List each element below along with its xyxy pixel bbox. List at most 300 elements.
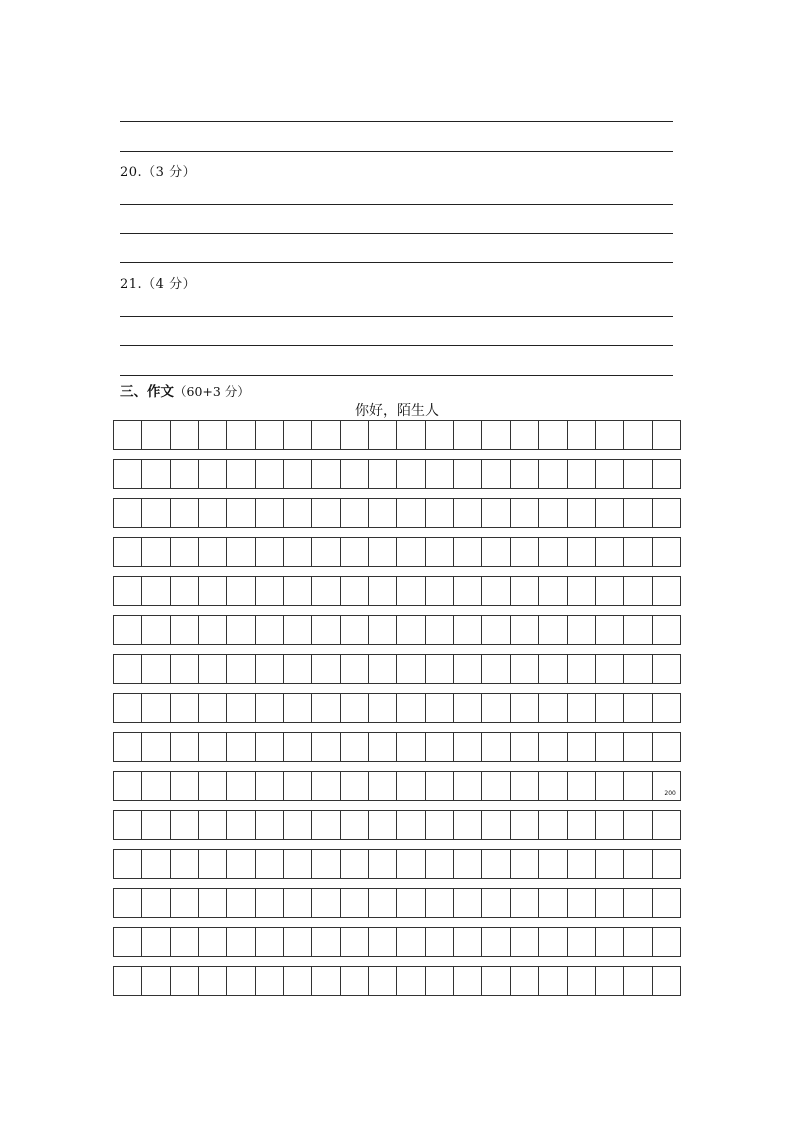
grid-cell[interactable] [482, 694, 510, 722]
grid-cell[interactable] [171, 967, 199, 995]
grid-cell[interactable] [397, 811, 425, 839]
grid-cell[interactable] [227, 460, 255, 488]
grid-cell[interactable] [227, 421, 255, 449]
grid-cell[interactable] [369, 889, 397, 917]
grid-cell[interactable] [511, 616, 539, 644]
grid-cell[interactable] [539, 616, 567, 644]
grid-cell[interactable] [624, 499, 652, 527]
grid-cell[interactable] [171, 733, 199, 761]
grid-cell[interactable] [312, 967, 340, 995]
grid-cell[interactable] [227, 616, 255, 644]
grid-cell[interactable] [256, 616, 284, 644]
grid-cell[interactable] [624, 616, 652, 644]
grid-cell[interactable] [397, 694, 425, 722]
grid-cell[interactable] [369, 421, 397, 449]
grid-cell[interactable] [397, 772, 425, 800]
grid-cell[interactable] [369, 577, 397, 605]
grid-cell[interactable] [511, 928, 539, 956]
grid-cell[interactable] [114, 811, 142, 839]
grid-cell[interactable] [114, 499, 142, 527]
grid-cell[interactable] [426, 967, 454, 995]
grid-cell[interactable] [596, 772, 624, 800]
grid-cell[interactable] [482, 850, 510, 878]
grid-cell[interactable] [426, 616, 454, 644]
grid-cell[interactable] [171, 772, 199, 800]
grid-cell[interactable] [142, 811, 170, 839]
grid-cell[interactable] [454, 733, 482, 761]
grid-cell[interactable] [653, 811, 680, 839]
grid-cell[interactable] [114, 694, 142, 722]
grid-cell[interactable] [369, 616, 397, 644]
grid-cell[interactable] [454, 655, 482, 683]
grid-cell[interactable] [568, 499, 596, 527]
grid-cell[interactable] [199, 499, 227, 527]
grid-cell[interactable] [426, 499, 454, 527]
grid-cell[interactable] [284, 850, 312, 878]
grid-cell[interactable] [426, 928, 454, 956]
grid-cell[interactable] [539, 967, 567, 995]
grid-cell[interactable] [227, 655, 255, 683]
grid-cell[interactable] [227, 967, 255, 995]
grid-cell[interactable] [653, 538, 680, 566]
grid-cell[interactable] [454, 499, 482, 527]
grid-cell[interactable] [539, 694, 567, 722]
grid-cell[interactable] [596, 655, 624, 683]
grid-cell[interactable] [199, 538, 227, 566]
grid-cell[interactable] [397, 889, 425, 917]
grid-cell[interactable] [539, 889, 567, 917]
grid-cell[interactable] [256, 538, 284, 566]
grid-cell[interactable] [596, 460, 624, 488]
grid-cell[interactable] [284, 967, 312, 995]
grid-cell[interactable] [227, 889, 255, 917]
grid-cell[interactable] [653, 850, 680, 878]
grid-cell[interactable] [256, 655, 284, 683]
grid-cell[interactable] [312, 499, 340, 527]
grid-cell[interactable] [426, 460, 454, 488]
grid-cell[interactable] [341, 577, 369, 605]
grid-cell[interactable] [312, 694, 340, 722]
grid-cell[interactable] [511, 460, 539, 488]
grid-cell[interactable] [624, 421, 652, 449]
grid-cell[interactable] [482, 577, 510, 605]
grid-cell[interactable] [511, 421, 539, 449]
grid-cell[interactable] [397, 538, 425, 566]
grid-cell[interactable] [256, 889, 284, 917]
grid-cell[interactable] [454, 772, 482, 800]
grid-cell[interactable] [171, 421, 199, 449]
grid-cell[interactable] [397, 421, 425, 449]
grid-cell[interactable] [284, 655, 312, 683]
grid-cell[interactable] [397, 655, 425, 683]
grid-cell[interactable] [199, 967, 227, 995]
grid-cell[interactable] [539, 811, 567, 839]
grid-cell[interactable] [596, 850, 624, 878]
grid-cell[interactable] [511, 733, 539, 761]
grid-cell[interactable] [653, 733, 680, 761]
grid-cell[interactable] [511, 499, 539, 527]
grid-cell[interactable] [653, 694, 680, 722]
grid-cell[interactable] [341, 928, 369, 956]
grid-cell[interactable] [227, 772, 255, 800]
grid-cell[interactable] [596, 499, 624, 527]
grid-cell[interactable] [199, 616, 227, 644]
grid-cell[interactable] [341, 616, 369, 644]
grid-cell[interactable] [142, 616, 170, 644]
grid-cell[interactable] [227, 733, 255, 761]
grid-cell[interactable] [312, 460, 340, 488]
grid-cell[interactable] [369, 811, 397, 839]
grid-cell[interactable] [482, 421, 510, 449]
grid-cell[interactable] [142, 499, 170, 527]
grid-cell[interactable] [227, 811, 255, 839]
grid-cell[interactable] [568, 577, 596, 605]
grid-cell[interactable] [568, 460, 596, 488]
grid-cell[interactable] [312, 811, 340, 839]
grid-cell[interactable] [596, 421, 624, 449]
grid-cell[interactable] [568, 538, 596, 566]
grid-cell[interactable] [454, 694, 482, 722]
grid-cell[interactable] [114, 577, 142, 605]
grid-cell[interactable] [369, 538, 397, 566]
grid-cell[interactable] [624, 772, 652, 800]
grid-cell[interactable] [284, 460, 312, 488]
grid-cell[interactable] [653, 616, 680, 644]
grid-cell[interactable] [426, 577, 454, 605]
grid-cell[interactable] [596, 538, 624, 566]
grid-cell[interactable] [256, 460, 284, 488]
grid-cell[interactable] [482, 460, 510, 488]
grid-cell[interactable] [142, 538, 170, 566]
grid-cell[interactable] [624, 928, 652, 956]
grid-cell[interactable] [539, 421, 567, 449]
grid-cell[interactable] [454, 577, 482, 605]
grid-cell[interactable] [284, 538, 312, 566]
grid-cell[interactable] [256, 967, 284, 995]
grid-cell[interactable] [482, 928, 510, 956]
grid-cell[interactable] [624, 811, 652, 839]
grid-cell[interactable] [539, 460, 567, 488]
grid-cell[interactable] [171, 460, 199, 488]
grid-cell[interactable] [369, 733, 397, 761]
grid-cell[interactable] [199, 577, 227, 605]
grid-cell[interactable] [568, 694, 596, 722]
grid-cell[interactable] [397, 733, 425, 761]
grid-cell[interactable] [482, 538, 510, 566]
grid-cell[interactable] [426, 694, 454, 722]
grid-cell[interactable] [284, 928, 312, 956]
grid-cell[interactable] [114, 928, 142, 956]
grid-cell[interactable] [596, 928, 624, 956]
grid-cell[interactable] [142, 889, 170, 917]
grid-cell[interactable] [653, 889, 680, 917]
grid-cell[interactable] [568, 421, 596, 449]
grid-cell[interactable] [341, 967, 369, 995]
grid-cell[interactable] [454, 811, 482, 839]
grid-cell[interactable] [227, 538, 255, 566]
grid-cell[interactable] [142, 850, 170, 878]
grid-cell[interactable] [596, 889, 624, 917]
grid-cell[interactable] [426, 811, 454, 839]
grid-cell[interactable] [454, 460, 482, 488]
grid-cell[interactable] [568, 889, 596, 917]
grid-cell[interactable] [624, 850, 652, 878]
grid-cell[interactable] [568, 967, 596, 995]
grid-cell[interactable] [171, 616, 199, 644]
grid-cell[interactable] [568, 733, 596, 761]
grid-cell[interactable] [284, 616, 312, 644]
grid-cell[interactable] [539, 538, 567, 566]
grid-cell[interactable] [568, 928, 596, 956]
grid-cell[interactable] [114, 850, 142, 878]
grid-cell[interactable] [171, 928, 199, 956]
grid-cell[interactable] [114, 889, 142, 917]
grid-cell[interactable] [511, 967, 539, 995]
grid-cell[interactable] [171, 538, 199, 566]
grid-cell[interactable] [341, 460, 369, 488]
grid-cell[interactable] [312, 772, 340, 800]
grid-cell[interactable] [284, 733, 312, 761]
grid-cell[interactable] [256, 421, 284, 449]
grid-cell[interactable] [454, 928, 482, 956]
grid-cell[interactable] [511, 811, 539, 839]
grid-cell[interactable] [426, 850, 454, 878]
grid-cell[interactable] [653, 577, 680, 605]
grid-cell[interactable] [256, 811, 284, 839]
grid-cell[interactable] [199, 655, 227, 683]
grid-cell[interactable] [256, 928, 284, 956]
grid-cell[interactable] [539, 850, 567, 878]
grid-cell[interactable] [568, 850, 596, 878]
grid-cell[interactable] [199, 811, 227, 839]
grid-cell[interactable] [256, 850, 284, 878]
grid-cell[interactable] [312, 733, 340, 761]
grid-cell[interactable] [596, 733, 624, 761]
grid-cell[interactable] [114, 655, 142, 683]
grid-cell[interactable] [426, 889, 454, 917]
grid-cell[interactable] [568, 811, 596, 839]
grid-cell[interactable] [397, 928, 425, 956]
grid-cell[interactable] [369, 967, 397, 995]
grid-cell[interactable] [482, 889, 510, 917]
grid-cell[interactable] [624, 460, 652, 488]
grid-cell[interactable] [199, 733, 227, 761]
grid-cell[interactable] [199, 850, 227, 878]
grid-cell[interactable] [199, 928, 227, 956]
grid-cell[interactable] [312, 889, 340, 917]
grid-cell[interactable] [426, 538, 454, 566]
grid-cell[interactable] [568, 655, 596, 683]
grid-cell[interactable] [624, 889, 652, 917]
grid-cell[interactable] [142, 460, 170, 488]
grid-cell[interactable] [539, 733, 567, 761]
grid-cell[interactable] [312, 538, 340, 566]
grid-cell[interactable] [312, 655, 340, 683]
grid-cell[interactable] [114, 772, 142, 800]
grid-cell[interactable] [624, 733, 652, 761]
grid-cell[interactable] [596, 967, 624, 995]
grid-cell[interactable] [653, 499, 680, 527]
grid-cell[interactable] [539, 499, 567, 527]
grid-cell[interactable] [653, 655, 680, 683]
grid-cell[interactable] [482, 811, 510, 839]
grid-cell[interactable] [171, 811, 199, 839]
grid-cell[interactable] [369, 772, 397, 800]
grid-cell[interactable] [653, 772, 680, 800]
grid-cell[interactable] [369, 850, 397, 878]
grid-cell[interactable] [142, 577, 170, 605]
grid-cell[interactable] [312, 577, 340, 605]
grid-cell[interactable] [171, 850, 199, 878]
grid-cell[interactable] [142, 733, 170, 761]
grid-cell[interactable] [199, 889, 227, 917]
grid-cell[interactable] [284, 889, 312, 917]
grid-cell[interactable] [426, 655, 454, 683]
grid-cell[interactable] [454, 421, 482, 449]
grid-cell[interactable] [511, 772, 539, 800]
grid-cell[interactable] [539, 772, 567, 800]
grid-cell[interactable] [284, 577, 312, 605]
grid-cell[interactable] [227, 577, 255, 605]
grid-cell[interactable] [482, 967, 510, 995]
grid-cell[interactable] [341, 811, 369, 839]
grid-cell[interactable] [227, 694, 255, 722]
grid-cell[interactable] [397, 850, 425, 878]
grid-cell[interactable] [142, 655, 170, 683]
grid-cell[interactable] [284, 421, 312, 449]
grid-cell[interactable] [454, 967, 482, 995]
grid-cell[interactable] [426, 772, 454, 800]
grid-cell[interactable] [114, 733, 142, 761]
grid-cell[interactable] [653, 421, 680, 449]
grid-cell[interactable] [454, 889, 482, 917]
grid-cell[interactable] [171, 499, 199, 527]
grid-cell[interactable] [171, 655, 199, 683]
grid-cell[interactable] [624, 577, 652, 605]
grid-cell[interactable] [596, 616, 624, 644]
grid-cell[interactable] [312, 421, 340, 449]
grid-cell[interactable] [624, 655, 652, 683]
grid-cell[interactable] [511, 538, 539, 566]
grid-cell[interactable] [341, 655, 369, 683]
grid-cell[interactable] [284, 772, 312, 800]
grid-cell[interactable] [624, 694, 652, 722]
grid-cell[interactable] [511, 694, 539, 722]
grid-cell[interactable] [568, 772, 596, 800]
grid-cell[interactable] [256, 772, 284, 800]
grid-cell[interactable] [284, 694, 312, 722]
grid-cell[interactable] [256, 733, 284, 761]
grid-cell[interactable] [171, 577, 199, 605]
grid-cell[interactable] [596, 694, 624, 722]
grid-cell[interactable] [369, 655, 397, 683]
grid-cell[interactable] [369, 928, 397, 956]
grid-cell[interactable] [511, 577, 539, 605]
grid-cell[interactable] [256, 694, 284, 722]
grid-cell[interactable] [653, 967, 680, 995]
grid-cell[interactable] [596, 577, 624, 605]
grid-cell[interactable] [397, 616, 425, 644]
grid-cell[interactable] [568, 616, 596, 644]
grid-cell[interactable] [114, 967, 142, 995]
grid-cell[interactable] [284, 811, 312, 839]
grid-cell[interactable] [199, 460, 227, 488]
grid-cell[interactable] [199, 421, 227, 449]
grid-cell[interactable] [142, 772, 170, 800]
grid-cell[interactable] [341, 733, 369, 761]
grid-cell[interactable] [142, 928, 170, 956]
grid-cell[interactable] [624, 967, 652, 995]
grid-cell[interactable] [624, 538, 652, 566]
grid-cell[interactable] [482, 733, 510, 761]
grid-cell[interactable] [341, 850, 369, 878]
grid-cell[interactable] [539, 655, 567, 683]
grid-cell[interactable] [511, 889, 539, 917]
grid-cell[interactable] [482, 616, 510, 644]
grid-cell[interactable] [511, 655, 539, 683]
grid-cell[interactable] [397, 460, 425, 488]
grid-cell[interactable] [114, 538, 142, 566]
grid-cell[interactable] [227, 499, 255, 527]
grid-cell[interactable] [482, 655, 510, 683]
grid-cell[interactable] [397, 577, 425, 605]
grid-cell[interactable] [341, 538, 369, 566]
grid-cell[interactable] [199, 772, 227, 800]
grid-cell[interactable] [227, 928, 255, 956]
grid-cell[interactable] [397, 967, 425, 995]
grid-cell[interactable] [142, 421, 170, 449]
grid-cell[interactable] [341, 694, 369, 722]
grid-cell[interactable] [454, 538, 482, 566]
grid-cell[interactable] [341, 421, 369, 449]
grid-cell[interactable] [171, 889, 199, 917]
grid-cell[interactable] [256, 577, 284, 605]
grid-cell[interactable] [369, 694, 397, 722]
grid-cell[interactable] [284, 499, 312, 527]
grid-cell[interactable] [454, 616, 482, 644]
grid-cell[interactable] [142, 694, 170, 722]
grid-cell[interactable] [312, 928, 340, 956]
grid-cell[interactable] [114, 460, 142, 488]
grid-cell[interactable] [256, 499, 284, 527]
grid-cell[interactable] [539, 928, 567, 956]
grid-cell[interactable] [653, 460, 680, 488]
grid-cell[interactable] [426, 421, 454, 449]
grid-cell[interactable] [114, 616, 142, 644]
grid-cell[interactable] [454, 850, 482, 878]
grid-cell[interactable] [341, 889, 369, 917]
grid-cell[interactable] [369, 499, 397, 527]
grid-cell[interactable] [341, 499, 369, 527]
grid-cell[interactable] [653, 928, 680, 956]
grid-cell[interactable] [426, 733, 454, 761]
grid-cell[interactable] [142, 967, 170, 995]
grid-cell[interactable] [312, 616, 340, 644]
grid-cell[interactable] [227, 850, 255, 878]
grid-cell[interactable] [596, 811, 624, 839]
grid-cell[interactable] [482, 772, 510, 800]
grid-cell[interactable] [482, 499, 510, 527]
grid-cell[interactable] [539, 577, 567, 605]
grid-cell[interactable] [199, 694, 227, 722]
grid-cell[interactable] [114, 421, 142, 449]
grid-cell[interactable] [171, 694, 199, 722]
grid-cell[interactable] [511, 850, 539, 878]
grid-cell[interactable] [397, 499, 425, 527]
grid-cell[interactable] [369, 460, 397, 488]
grid-cell[interactable] [341, 772, 369, 800]
grid-cell[interactable] [312, 850, 340, 878]
